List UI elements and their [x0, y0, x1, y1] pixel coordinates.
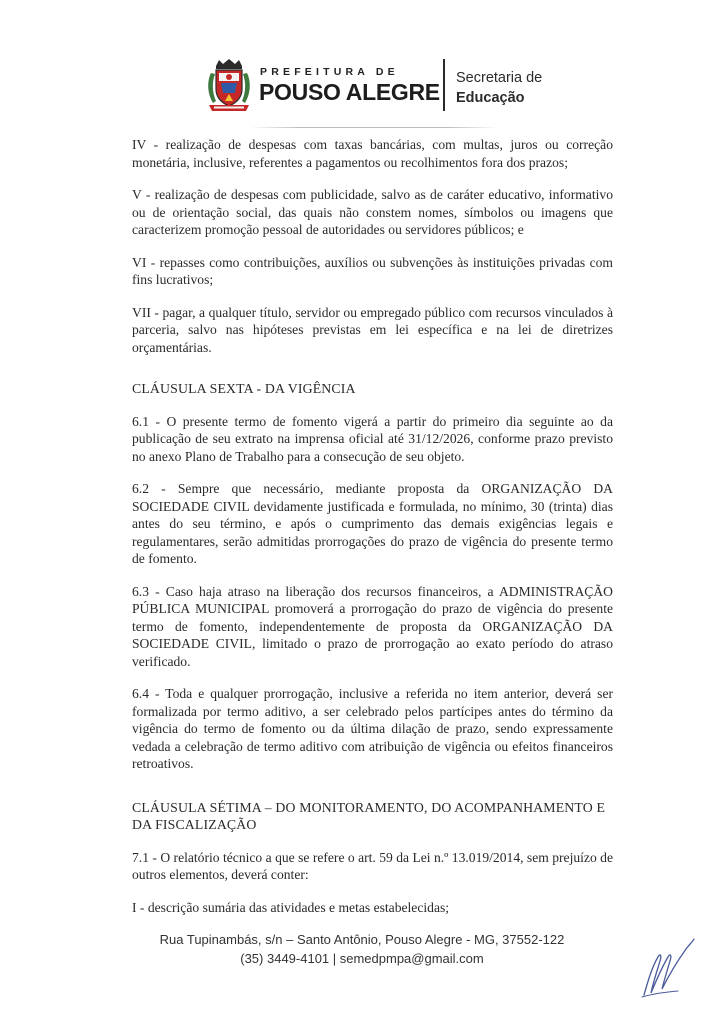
paragraph-6-1: 6.1 - O presente termo de fomento vigerá a partir do primeiro dia seguinte ao da publicação de seu extrato na imprensa oficial até 31/12/2026, conforme prazo previsto no anexo Plano de Trabalho para a consecução de seu objeto. [132, 413, 613, 464]
item-v: V - realização de despesas com publicidade, salvo as de caráter educativo, informativo ou de orientação social, das quais não constem nomes, símbolos ou imagens que caracterizem promoção pessoal de autoridades ou servidores públicos; e [132, 187, 613, 237]
prefeitura-label: PREFEITURA DE [260, 66, 399, 78]
header-rule [250, 127, 498, 128]
paragraph-6-3: 6.3 - Caso haja atraso na liberação dos recursos financeiros, a ADMINISTRAÇÃO PÚBLICA MUNICIPAL promoverá a prorrogação do prazo de vigência do presente termo de fomento, independentemente de proposta da ORGANIZAÇÃO DA SOCIEDADE CIVIL, limitado o prazo de prorrogação ao exato período do atraso verificado. [132, 583, 613, 669]
clause-seven-title: CLÁUSULA SÉTIMA – DO MONITORAMENTO, DO ACOMPANHAMENTO E DA FISCALIZAÇÃO [132, 799, 606, 832]
footer-contact: (35) 3449-4101 | semedpmpa@gmail.com [240, 951, 484, 966]
letterhead [205, 57, 545, 117]
item-vii: VII - pagar, a qualquer título, servidor ou empregado público com recursos vinculados à parceria, salvo nas hipóteses previstas em lei específica e na lei de diretrizes orçamentárias. [132, 304, 613, 355]
clause-six-title: CLÁUSULA SEXTA - DA VIGÊNCIA [132, 381, 356, 396]
letterhead-footer [0, 930, 724, 968]
paragraph-6-2: 6.2 - Sempre que necessário, mediante proposta da ORGANIZAÇÃO DA SOCIEDADE CIVIL devidamente justificada e formulada, no mínimo, 30 (trinta) dias antes do seu término, e após o cumprimento das demais exigências legais e regulamentares, serão admitidas prorrogações do prazo de vigência do presente termo de fomento. [132, 481, 613, 566]
municipal-crest-icon [205, 59, 253, 113]
department-line-2: Educação [456, 90, 525, 106]
paragraph-7-1: 7.1 - O relatório técnico a que se refere o art. 59 da Lei n.º 13.019/2014, sem prejuízo de outros elementos, deverá conter: [132, 849, 613, 882]
handwritten-initials-signature [638, 937, 696, 999]
item-iv: IV - realização de despesas com taxas bancárias, com multas, juros ou correção monetária, inclusive, referentes a pagamentos ou recolhimentos fora dos prazos; [132, 137, 613, 170]
item-i: I - descrição sumária das atividades e metas estabelecidas; [132, 899, 450, 915]
city-name: POUSO ALEGRE [259, 79, 440, 105]
document-body [132, 136, 613, 931]
department-line-1: Secretaria de [456, 70, 543, 86]
paragraph-6-4: 6.4 - Toda e qualquer prorrogação, inclusive a referida no item anterior, deverá ser formalizada por termo aditivo, a ser celebrado pelos partícipes antes do término da vigência do termo de fomento ou da última dilação de prazo, sendo expressamente vedada a celebração de termo aditivo com atribuição de vigência ou efeitos financeiros retroativos. [132, 686, 613, 771]
header-divider [443, 59, 445, 111]
item-vi: VI - repasses como contribuições, auxílios ou subvenções às instituições privadas com fins lucrativos; [132, 254, 613, 287]
footer-address: Rua Tupinambás, s/n – Santo Antônio, Pouso Alegre - MG, 37552-122 [159, 932, 565, 947]
